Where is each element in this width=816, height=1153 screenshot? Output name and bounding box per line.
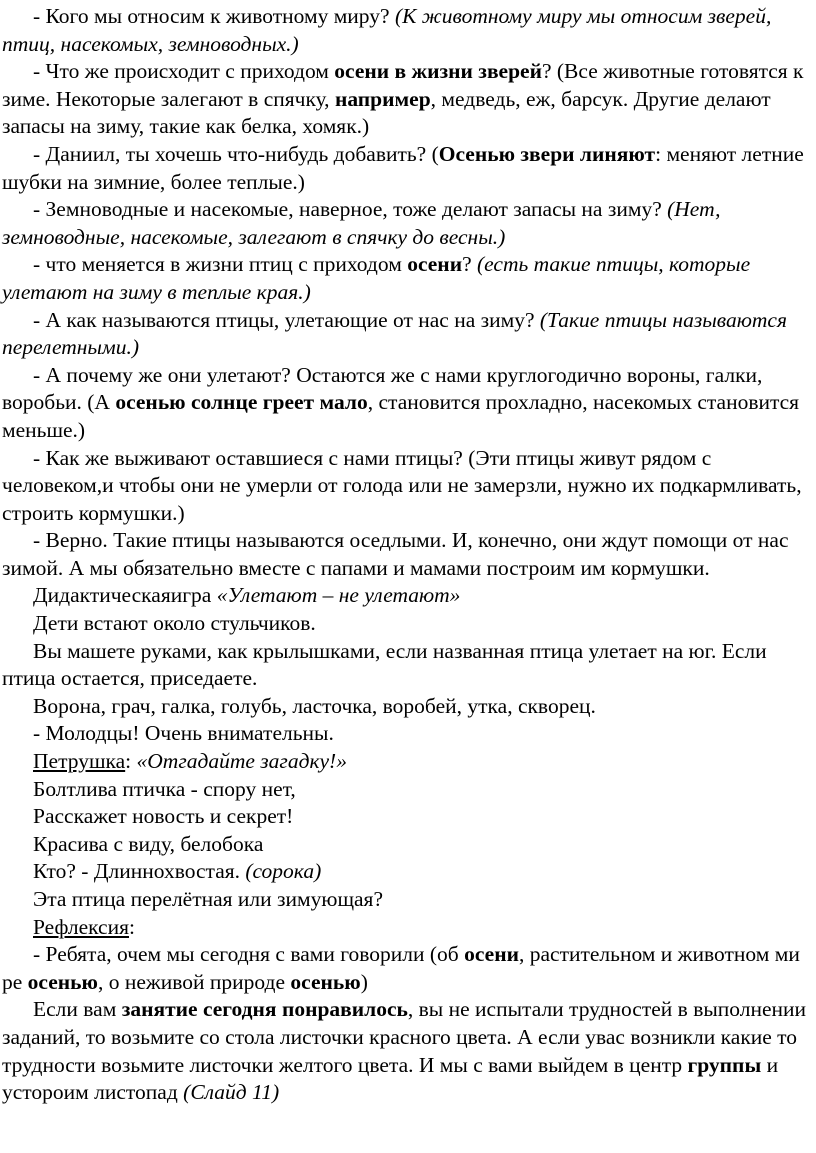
paragraph-amphibians: - Земноводные и насекомые, наверное, тоже делают запасы на зиму? (Нет, земноводные, насекомые, залегают в спячку до весны.) [2, 197, 721, 249]
paragraph-petrushka-riddle: Петрушка: «Отгадайте загадку!» [33, 749, 347, 774]
paragraph-animal-world: - Кого мы относим к животному миру? (К животному миру мы относим зверей, птиц, насекомых, земноводных.) [2, 4, 772, 56]
paragraph-didactic-game: Дидактическаяигра «Улетают – не улетают» [33, 583, 461, 608]
paragraph-why-fly-away: - А почему же они улетают? Остаются же с нами круглогодично вороны, галки, воробьи. (А осенью солнце греет мало, становится прохладно, насекомых становится меньше.) [2, 362, 800, 442]
paragraph-leaf-fall: Если вам занятие сегодня понравилось, вы не испытали трудностей в выполнении заданий, то возьмите со стола листочки красного цвета. А если увас возникли какие то трудности возьмите листочки желтого цвета. И мы с вами выйдем в центр группы и устороим листопад (Слайд 11) [2, 997, 807, 1105]
riddle-line-4: Кто? - Длиннохвостая. (сорока) [33, 859, 322, 884]
paragraph-daniil: - Даниил, ты хочешь что-нибудь добавить? (Осенью звери линяют: меняют летние шубки на зимние, более теплые.) [2, 141, 804, 194]
paragraph-children-stand: Дети встают около стульчиков. [33, 611, 316, 636]
paragraph-birds-autumn: - что меняется в жизни птиц с приходом осени? (есть такие птицы, которые улетают на зиму в теплые края.) [2, 252, 751, 304]
paragraph-game-rules: Вы машете руками, как крылышками, если названная птица улетает на юг. Если птица остается, приседаете. [2, 638, 767, 691]
paragraph-sedentary-birds: - Верно. Такие птицы называются оседлыми. И, конечно, они ждут помощи от нас зимой. А мы обязательно вместе с папами и мамами построим им кормушки. [2, 528, 789, 580]
paragraph-migratory-birds: - А как называются птицы, улетающие от нас на зиму? (Такие птицы называются перелетными.) [2, 307, 787, 360]
paragraph-well-done: - Молодцы! Очень внимательны. [33, 721, 334, 746]
riddle-line-2: Расскажет новость и секрет! [33, 804, 294, 829]
paragraph-autumn-animals: - Что же происходит с приходом осени в жизни зверей? (Все животные готовятся к зиме. Некоторые залегают в спячку, например, медведь, еж, барсук. Другие делают запасы на зиму, такие как белка, хомяк.) [2, 59, 804, 139]
riddle-line-1: Болтлива птичка - спору нет, [33, 776, 296, 801]
riddle-line-3: Красива с виду, белобока [33, 831, 264, 856]
paragraph-bird-question: Эта птица перелётная или зимующая? [33, 887, 383, 911]
paragraph-bird-list: Ворона, грач, галка, голубь, ласточка, воробей, утка, скворец. [33, 693, 596, 718]
paragraph-reflection-heading: Рефлексия: [33, 914, 135, 939]
paragraph-winter-survival: - Как же выживают оставшиеся с нами птицы? (Эти птицы живут рядом с человеком,и чтобы они не умерли от голода или не замерзли, нужно их подкармливать, строить кормушки.) [2, 445, 802, 525]
paragraph-reflection-question: - Ребята, очем мы сегодня с вами говорили (об осени, растительном и животном ми ре осенью, о неживой природе осенью) [2, 942, 800, 994]
